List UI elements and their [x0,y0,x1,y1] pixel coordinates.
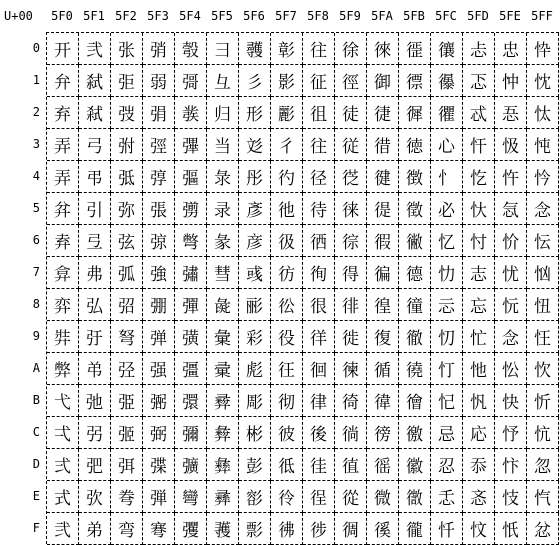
glyph-cell: 弮 [111,481,143,513]
glyph-cell: 彮 [239,481,271,513]
glyph-cell: 弱 [143,65,175,97]
glyph-cell: 忇 [431,257,463,289]
glyph-cell: 弿 [143,513,175,545]
glyph-cell: 忼 [527,417,559,449]
glyph-cell: 彔 [207,161,239,193]
glyph-cell: 弑 [79,65,111,97]
glyph-cell: 忺 [527,353,559,385]
glyph-cell: 徢 [367,97,399,129]
glyph-cell: 徼 [399,417,431,449]
glyph-cell: 徧 [367,257,399,289]
row-header: 5 [32,201,40,215]
row-header: 0 [32,41,40,55]
glyph-cell: 弛 [79,385,111,417]
glyph-cell: 彶 [271,225,303,257]
glyph-cell: 忙 [463,321,495,353]
glyph-cell: 徶 [399,225,431,257]
glyph-cell: 忆 [431,225,463,257]
glyph-cell: 忳 [527,129,559,161]
glyph-cell: 御 [367,65,399,97]
glyph-cell: 彐 [207,33,239,65]
glyph-cell: 徴 [399,161,431,193]
glyph-cell: 待 [303,193,335,225]
glyph-cell: 徺 [399,353,431,385]
row-header: F [32,521,40,535]
glyph-cell: 張 [143,193,175,225]
glyph-cell: 彤 [239,161,271,193]
glyph-cell: 忏 [431,513,463,545]
glyph-cell: 徦 [367,225,399,257]
glyph-cell: 彋 [175,385,207,417]
glyph-cell: 弒 [79,97,111,129]
glyph-cell: 彴 [271,161,303,193]
glyph-cell: 忴 [527,161,559,193]
glyph-cell: 徙 [335,321,367,353]
glyph-cell: 彇 [175,257,207,289]
glyph-cell: 彾 [271,481,303,513]
glyph-cell: 彘 [207,289,239,321]
glyph-cell: 忯 [495,513,527,545]
row-header: A [32,361,40,375]
glyph-cell: 往 [303,129,335,161]
glyph-cell: 式 [47,481,79,513]
glyph-cell: 忌 [431,417,463,449]
glyph-cell: 徆 [303,225,335,257]
column-header-row [46,0,558,32]
column-header: 5F2 [115,9,137,23]
glyph-cell: 彈 [175,289,207,321]
glyph-cell: 彠 [239,33,271,65]
glyph-cell: 彏 [175,513,207,545]
glyph-cell: 徣 [367,129,399,161]
row-header: E [32,489,40,503]
glyph-cell: 循 [367,353,399,385]
glyph-cell: 忟 [463,513,495,545]
glyph-cell: 律 [303,385,335,417]
glyph-cell: 役 [271,321,303,353]
glyph-cell: 彀 [175,33,207,65]
glyph-cell: 彪 [239,353,271,385]
glyph-cell: 弄 [47,161,79,193]
glyph-cell: 彙 [207,321,239,353]
glyph-cell: 弌 [47,417,79,449]
glyph-cell: 弶 [143,225,175,257]
glyph-cell: 忤 [495,161,527,193]
glyph-cell: 彂 [175,97,207,129]
glyph-cell: 忒 [463,97,495,129]
glyph-cell: 徒 [335,97,367,129]
glyph-cell: 徲 [399,97,431,129]
glyph-cell: 弫 [111,385,143,417]
glyph-cell: 忝 [463,449,495,481]
glyph-cell: 彰 [271,33,303,65]
glyph-cell: 徔 [335,161,367,193]
column-header: 5FD [467,9,489,23]
glyph-cell: 弼 [143,417,175,449]
glyph-cell: 彷 [271,257,303,289]
glyph-cell: 応 [463,417,495,449]
glyph-cell: 彎 [175,481,207,513]
glyph-cell: 忶 [527,225,559,257]
glyph-cell: 彻 [271,385,303,417]
glyph-cell: 弴 [143,161,175,193]
glyph-cell: 弆 [47,225,79,257]
glyph-cell: 忎 [431,481,463,513]
glyph-cell: 忑 [463,65,495,97]
glyph-cell: 徾 [399,481,431,513]
glyph-cell: 弖 [79,225,111,257]
glyph-cell: 弾 [143,481,175,513]
glyph-cell: 忋 [431,385,463,417]
glyph-cell: 弣 [111,129,143,161]
glyph-cell: 忡 [495,65,527,97]
glyph-cell: 忹 [527,321,559,353]
glyph-cell: 徊 [303,353,335,385]
glyph-cell: 彥 [239,193,271,225]
glyph-cell: 徳 [399,129,431,161]
glyph-cell: 弯 [111,513,143,545]
glyph-cell: 弗 [79,257,111,289]
glyph-cell: 彟 [207,513,239,545]
glyph-cell: 忣 [495,129,527,161]
glyph-cell: 弙 [79,321,111,353]
glyph-cell: 彯 [239,513,271,545]
glyph-cell: 忖 [463,225,495,257]
glyph-cell: 彸 [271,289,303,321]
row-header: 1 [32,73,40,87]
glyph-cell: 徥 [367,193,399,225]
glyph-cell: 弬 [111,417,143,449]
glyph-cell: 当 [207,129,239,161]
glyph-cell: 征 [303,65,335,97]
column-header: 5F4 [179,9,201,23]
glyph-cell: 忸 [527,289,559,321]
column-header: 5F7 [275,9,297,23]
column-header: 5FC [435,9,457,23]
glyph-cell: 彌 [175,417,207,449]
glyph-cell: 弭 [111,449,143,481]
glyph-cell: 徎 [303,481,335,513]
glyph-cell: 徠 [367,33,399,65]
glyph-cell: 徨 [367,289,399,321]
row-header: 7 [32,265,40,279]
glyph-cell: 忰 [527,33,559,65]
glyph-cell: 忍 [431,449,463,481]
glyph-cell: 忀 [431,33,463,65]
glyph-cell: 弐 [47,513,79,545]
glyph-cell: 忔 [463,161,495,193]
glyph-cell: 忭 [495,449,527,481]
glyph-cell: 徕 [335,193,367,225]
glyph-cell: 快 [495,385,527,417]
glyph-cell: 徬 [367,417,399,449]
glyph-cell: 彵 [271,193,303,225]
column-header: 5F3 [147,9,169,23]
glyph-cell: 弰 [143,33,175,65]
glyph-cell: 念 [495,321,527,353]
glyph-cell: 徰 [399,33,431,65]
column-header: 5F5 [211,9,233,23]
glyph-cell: 彿 [271,513,303,545]
glyph-cell: 徑 [335,65,367,97]
glyph-cell: 彽 [271,449,303,481]
glyph-cell: 弪 [111,353,143,385]
glyph-cell: 彺 [271,353,303,385]
glyph-cell: 弃 [47,97,79,129]
column-header: 5FE [499,9,521,23]
glyph-cell: 忞 [463,481,495,513]
glyph-cell: 彛 [207,385,239,417]
glyph-cell: 徹 [399,321,431,353]
glyph-cell: 弹 [143,321,175,353]
glyph-cell: 弨 [111,289,143,321]
glyph-cell: 徉 [303,321,335,353]
glyph-cell: 徇 [303,257,335,289]
glyph-cell: 弝 [79,449,111,481]
glyph-cell: 彦 [239,225,271,257]
column-header: 5F0 [51,9,73,23]
glyph-cell: 彑 [207,65,239,97]
glyph-cell: 徍 [303,449,335,481]
glyph-cell: 徂 [303,97,335,129]
glyph-cell: 弤 [111,161,143,193]
glyph-cell: 徫 [367,385,399,417]
glyph-cell: 忷 [527,257,559,289]
column-header: 5FB [403,9,425,23]
glyph-cell: 彬 [239,417,271,449]
glyph-cell: 彉 [175,321,207,353]
glyph-cell: 彧 [239,257,271,289]
glyph-cell: 彣 [239,129,271,161]
glyph-cell: 彜 [207,417,239,449]
glyph-cell: 忾 [527,481,559,513]
column-header: 5F6 [243,9,265,23]
glyph-cell: 徏 [303,513,335,545]
glyph-cell: 從 [335,481,367,513]
row-header: 6 [32,233,40,247]
glyph-cell: 弘 [79,289,111,321]
row-header: C [32,425,40,439]
glyph-cell: 很 [303,289,335,321]
row-header: 8 [32,297,40,311]
column-header: 5F8 [307,9,329,23]
glyph-cell: 弋 [47,385,79,417]
glyph-cell: 従 [335,129,367,161]
glyph-cell: 弚 [79,353,111,385]
glyph-cell: 忬 [495,417,527,449]
glyph-cell: 忥 [495,193,527,225]
glyph-cell: 弅 [47,193,79,225]
row-header: 3 [32,137,40,151]
glyph-cell: 徐 [335,33,367,65]
glyph-cell: 忓 [463,129,495,161]
glyph-cell: 徝 [335,449,367,481]
glyph-cell: 徵 [399,193,431,225]
glyph-cell: 弓 [79,129,111,161]
glyph-cell: 忦 [495,225,527,257]
glyph-cell: 往 [303,33,335,65]
glyph-cell: 忮 [495,481,527,513]
glyph-cell: 徯 [367,513,399,545]
glyph-cell: 徱 [399,65,431,97]
glyph-cell: 忁 [431,65,463,97]
glyph-cell: 弉 [47,321,79,353]
glyph-cell: 復 [367,321,399,353]
glyph-cell: 德 [399,257,431,289]
glyph-cell: 忪 [495,353,527,385]
glyph-cell: 彁 [175,65,207,97]
glyph-cell: 志 [463,257,495,289]
glyph-cell: 弩 [111,321,143,353]
glyph-cell: 彡 [239,65,271,97]
glyph-cell: 张 [111,33,143,65]
row-header: 9 [32,329,40,343]
glyph-cell: 开 [47,33,79,65]
glyph-cell: 彄 [175,161,207,193]
glyph-cell: 弳 [143,129,175,161]
glyph-cell: 忚 [463,353,495,385]
glyph-cell: 弢 [111,97,143,129]
glyph-cell: 必 [431,193,463,225]
glyph-cell: 徚 [335,353,367,385]
glyph-cell: 强 [143,353,175,385]
glyph-cell: 彊 [175,353,207,385]
glyph-cell: 彝 [207,449,239,481]
glyph-cell: 忲 [527,97,559,129]
glyph-cell: 徸 [399,289,431,321]
glyph-cell: 徽 [399,449,431,481]
glyph-cell: 彳 [271,129,303,161]
glyph-cell: 彩 [239,321,271,353]
glyph-cell: 归 [207,97,239,129]
glyph-cell: 弐 [79,33,111,65]
glyph-cell: 徭 [367,449,399,481]
glyph-cell: 忠 [495,33,527,65]
glyph-cell: 忊 [431,353,463,385]
glyph-cell: 微 [367,481,399,513]
glyph-cell: 弧 [111,257,143,289]
glyph-grid [46,32,559,544]
column-header: 5F1 [83,9,105,23]
glyph-cell: 忧 [495,257,527,289]
glyph-cell: 忱 [527,65,559,97]
glyph-cell: 弡 [111,65,143,97]
glyph-cell: 径 [303,161,335,193]
glyph-cell: 徖 [335,225,367,257]
glyph-cell: 引 [79,193,111,225]
row-header: 2 [32,105,40,119]
glyph-cell: 彼 [271,417,303,449]
codepoint-prefix-label: U+00 [4,9,33,23]
row-header: 4 [32,169,40,183]
glyph-cell: 念 [527,193,559,225]
glyph-cell: 弽 [143,449,175,481]
glyph-cell: 徘 [335,289,367,321]
glyph-cell: 忈 [431,289,463,321]
glyph-cell: 徻 [399,385,431,417]
glyph-cell: 弍 [47,449,79,481]
glyph-cell: 弔 [79,161,111,193]
glyph-cell: 忄 [431,161,463,193]
glyph-cell: 彚 [207,353,239,385]
glyph-cell: 彃 [175,129,207,161]
glyph-cell: 彆 [175,225,207,257]
glyph-cell: 弟 [79,513,111,545]
glyph-cell: 弊 [47,353,79,385]
glyph-cell: 忛 [463,385,495,417]
glyph-cell: 弜 [79,417,111,449]
glyph-cell: 忨 [495,289,527,321]
glyph-cell: 彨 [239,289,271,321]
glyph-cell: 弁 [47,65,79,97]
row-header-column [0,32,46,544]
glyph-cell: 忘 [463,289,495,321]
glyph-cell: 弻 [143,385,175,417]
glyph-cell: 忂 [431,97,463,129]
glyph-cell: 弄 [47,129,79,161]
glyph-cell: 得 [335,257,367,289]
glyph-cell: 徜 [335,417,367,449]
glyph-cell: 形 [239,97,271,129]
glyph-cell: 弦 [111,225,143,257]
glyph-cell: 彍 [175,449,207,481]
glyph-cell: 彖 [207,225,239,257]
row-header: D [32,457,40,471]
glyph-cell: 後 [303,417,335,449]
column-header: 5FA [371,9,393,23]
glyph-cell: 弇 [47,257,79,289]
glyph-cell: 徤 [367,161,399,193]
glyph-cell: 忐 [463,33,495,65]
glyph-cell: 弲 [143,97,175,129]
glyph-cell: 弈 [47,289,79,321]
glyph-cell: 彫 [239,385,271,417]
glyph-cell: 弸 [143,289,175,321]
glyph-cell: 忢 [495,97,527,129]
glyph-cell: 心 [431,129,463,161]
glyph-cell: 录 [207,193,239,225]
glyph-cell: 弥 [111,193,143,225]
glyph-cell: 忽 [527,449,559,481]
glyph-cell: 影 [271,65,303,97]
column-header: 5FF [531,9,553,23]
glyph-cell: 忉 [431,321,463,353]
glyph-cell: 彅 [175,193,207,225]
glyph-cell: 強 [143,257,175,289]
glyph-cell: 徟 [335,513,367,545]
glyph-cell: 忿 [527,513,559,545]
row-header: B [32,393,40,407]
glyph-cell: 彭 [239,449,271,481]
glyph-cell: 忻 [527,385,559,417]
glyph-cell: 彗 [207,257,239,289]
glyph-cell: 弞 [79,481,111,513]
glyph-cell: 忕 [463,193,495,225]
glyph-cell: 彲 [271,97,303,129]
glyph-cell: 彞 [207,481,239,513]
column-header: 5F9 [339,9,361,23]
glyph-cell: 徿 [399,513,431,545]
glyph-cell: 徛 [335,385,367,417]
